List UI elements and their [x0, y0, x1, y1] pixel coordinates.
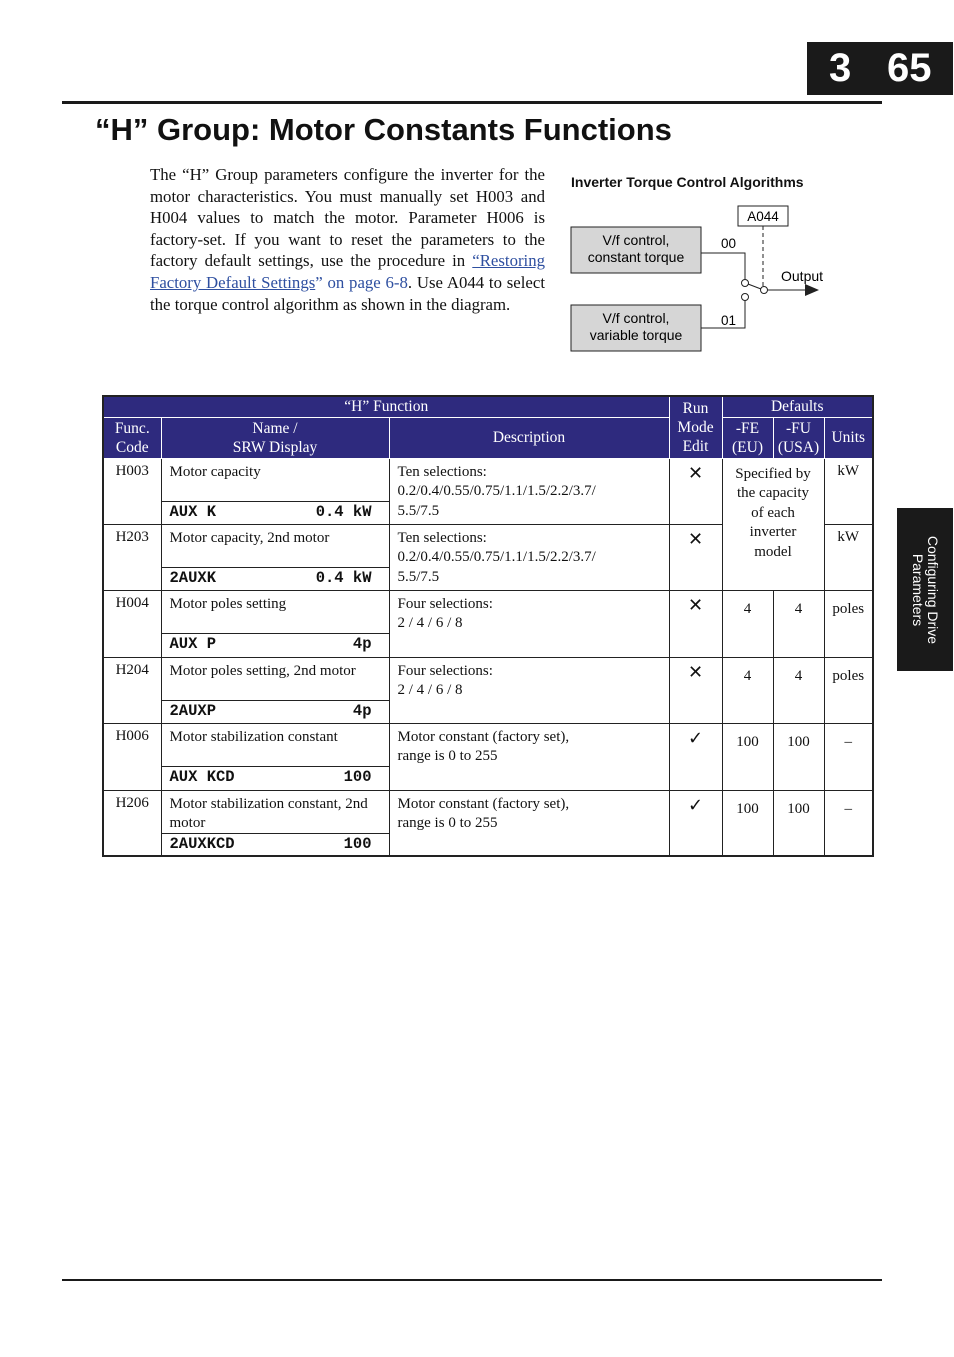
- func-code-header: Func. Code: [103, 417, 161, 458]
- description: Motor constant (factory set), range is 0 to 255: [389, 723, 669, 790]
- box2-line1: V/f control,: [602, 310, 670, 326]
- chapter-number: 3: [829, 46, 852, 90]
- units: poles: [824, 657, 873, 723]
- fu-header: -FU (USA): [773, 417, 824, 458]
- func-code: H206: [103, 790, 161, 856]
- box1-line1: V/f control,: [602, 232, 670, 248]
- table-row: [103, 590, 873, 657]
- param-name: Motor stabilization constant, 2nd motor: [169, 795, 368, 831]
- func-code: H004: [103, 590, 161, 657]
- contact-01: [742, 294, 749, 301]
- param-name: Motor capacity, 2nd motor: [169, 529, 330, 546]
- h-function-table: [102, 395, 874, 857]
- units: kW: [824, 458, 873, 524]
- run-mode-yes-icon: ✓: [669, 723, 722, 790]
- diagram-title: Inverter Torque Control Algorithms: [571, 174, 804, 190]
- table-row: [103, 458, 873, 524]
- output-arrow-icon: [805, 284, 819, 296]
- srw-display: 2AUXP 4p: [162, 700, 389, 722]
- run-mode-header: Run Mode Edit: [669, 396, 722, 458]
- units: poles: [824, 590, 873, 657]
- contact-00: [742, 280, 749, 287]
- restoring-defaults-link[interactable]: “Restoring Factory Default Settings: [150, 251, 545, 292]
- description: Ten selections: 0.2/0.4/0.55/0.75/1.1/1.5/2.2/3.7/ 5.5/7.5: [389, 524, 669, 590]
- units: kW: [824, 524, 873, 590]
- param-name: Motor poles setting: [169, 595, 287, 612]
- run-mode-no-icon: ✕: [669, 458, 722, 524]
- switch-pivot: [761, 287, 768, 294]
- fu-default: 4: [773, 657, 824, 723]
- torque-control-diagram: [565, 170, 865, 360]
- description: Motor constant (factory set), range is 0 to 255: [389, 790, 669, 856]
- srw-display: AUX P 4p: [162, 633, 389, 655]
- wire-00: [701, 253, 745, 280]
- units: –: [824, 790, 873, 856]
- run-mode-no-icon: ✕: [669, 657, 722, 723]
- page-number: 65: [887, 46, 932, 90]
- sidetab-line2: Parameters: [910, 553, 926, 626]
- fe-header: -FE (EU): [722, 417, 773, 458]
- a044-label: A044: [747, 209, 779, 224]
- description: Four selections: 2 / 4 / 6 / 8: [389, 657, 669, 723]
- srw-display: AUX KCD 100: [162, 766, 389, 788]
- name-header: Name / SRW Display: [161, 417, 389, 458]
- sel-00-label: 00: [721, 236, 737, 251]
- chapter-side-tab: [897, 508, 953, 671]
- description: Ten selections: 0.2/0.4/0.55/0.75/1.1/1.5/2.2/3.7/ 5.5/7.5: [389, 458, 669, 524]
- intro-text-2: . Use A044 to select the torque control algorithm as shown in the diagram.: [150, 272, 545, 314]
- run-mode-no-icon: ✕: [669, 590, 722, 657]
- switch-arm: [748, 284, 761, 289]
- page-number-box: [807, 42, 953, 95]
- box2-line2: variable torque: [589, 327, 683, 343]
- units-header: Units: [824, 417, 873, 458]
- param-name: Motor capacity: [169, 463, 261, 480]
- h-function-header: “H” Function: [103, 396, 669, 417]
- srw-display: 2AUXK 0.4 kW: [162, 567, 389, 589]
- defaults-header: Defaults: [722, 396, 873, 417]
- capacity-default: Specified by the capacity of each inverter model: [722, 458, 824, 590]
- diagram-svg: [565, 170, 865, 360]
- fe-default: 100: [722, 790, 773, 856]
- description: Four selections: 2 / 4 / 6 / 8: [389, 590, 669, 657]
- func-code: H006: [103, 723, 161, 790]
- link-page-ref[interactable]: ” on page 6-8: [315, 272, 408, 292]
- fu-default: 4: [773, 590, 824, 657]
- intro-text-1: The “H” Group parameters configure the inverter for the motor characteristics. You must manually set H003 and H004 values to match the motor. Parameter H006 is factory-set. If you want to reset the parameters to the factory default settings, use the procedure in: [150, 165, 545, 271]
- sidetab-line1: Configuring Drive: [925, 535, 941, 644]
- param-name: Motor poles setting, 2nd motor: [169, 662, 356, 679]
- srw-display: AUX K 0.4 kW: [162, 501, 389, 523]
- intro-paragraph: [150, 164, 545, 315]
- fu-default: 100: [773, 790, 824, 856]
- param-name: Motor stabilization constant: [169, 728, 338, 745]
- page-title: “H” Group: Motor Constants Functions: [95, 112, 672, 147]
- description-header: Description: [389, 417, 669, 458]
- func-code: H203: [103, 524, 161, 590]
- func-code: H204: [103, 657, 161, 723]
- sel-01-label: 01: [721, 313, 737, 328]
- top-rule: [62, 101, 882, 104]
- func-code: H003: [103, 458, 161, 524]
- fe-default: 4: [722, 657, 773, 723]
- units: –: [824, 723, 873, 790]
- fe-default: 4: [722, 590, 773, 657]
- run-mode-no-icon: ✕: [669, 524, 722, 590]
- fe-default: 100: [722, 723, 773, 790]
- srw-display: 2AUXKCD 100: [162, 833, 389, 855]
- table-row: [103, 790, 873, 856]
- output-label: Output: [781, 268, 824, 284]
- box1-line2: constant torque: [587, 249, 685, 265]
- bottom-rule: [62, 1279, 882, 1281]
- fu-default: 100: [773, 723, 824, 790]
- table-row: [103, 657, 873, 723]
- run-mode-yes-icon: ✓: [669, 790, 722, 856]
- table-row: [103, 723, 873, 790]
